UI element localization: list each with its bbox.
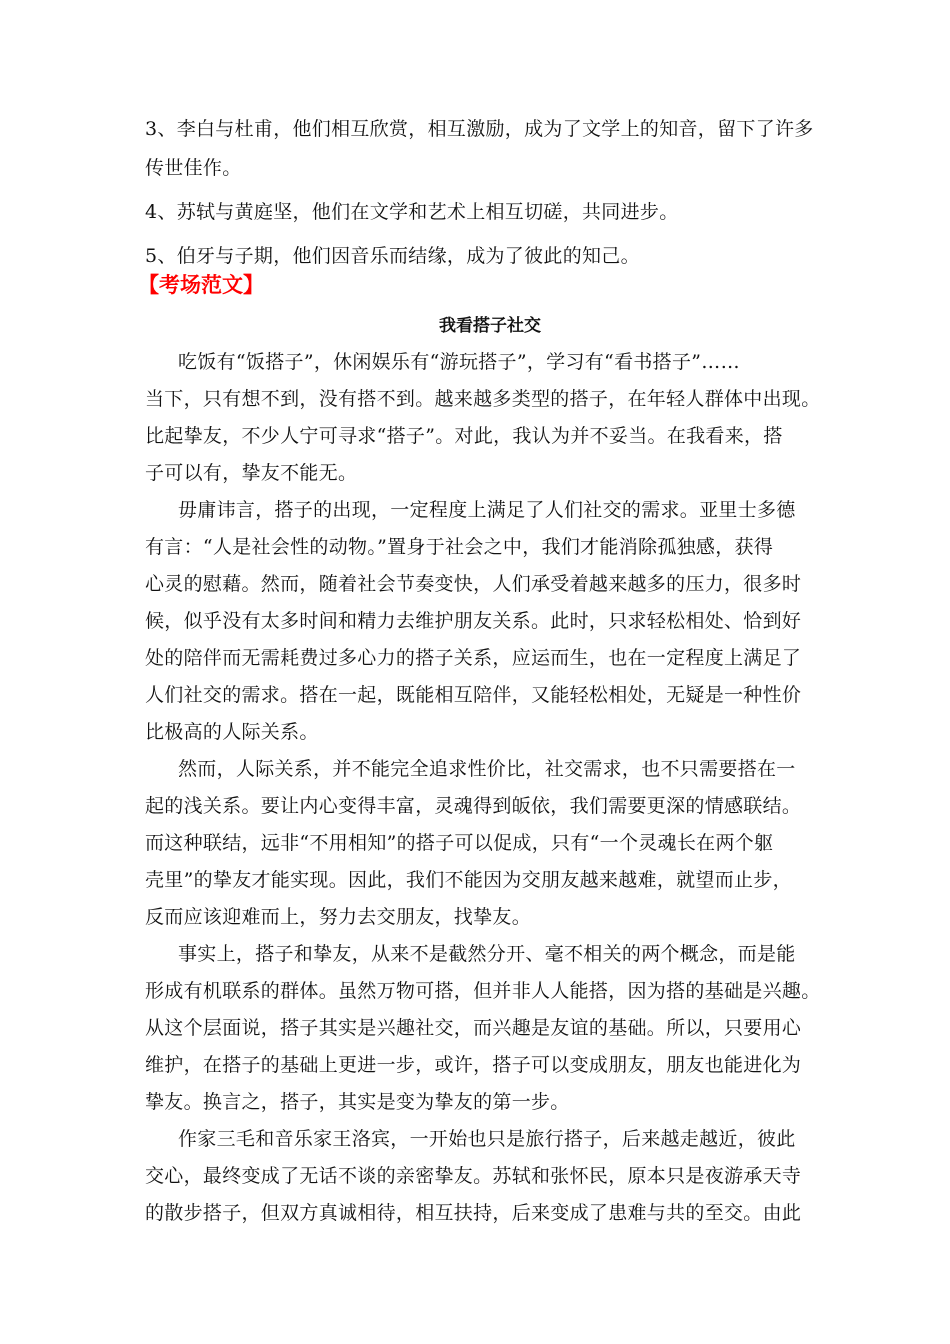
paragraph-2-line: 心灵的慰藉。然而，随着社会节奏变快，人们承受着越来越多的压力，很多时 <box>145 573 802 595</box>
list-item-3-line-2: 传世佳作。 <box>145 157 242 179</box>
paragraph-5-line: 交心，最终变成了无话不谈的亲密挚友。苏轼和张怀民，原本只是夜游承天寺 <box>145 1165 802 1187</box>
section-heading: 【考场范文】 <box>138 273 264 297</box>
paragraph-5-line: 作家三毛和音乐家王洛宾，一开始也只是旅行搭子，后来越走越近，彼此 <box>178 1128 796 1150</box>
paragraph-2-line: 人们社交的需求。搭在一起，既能相互陪伴，又能轻松相处，无疑是一种性价 <box>145 684 802 706</box>
paragraph-3-line: 起的浅关系。要让内心变得丰富，灵魂得到皈依，我们需要更深的情感联结。 <box>145 795 802 817</box>
paragraph-2-line: 候，似乎没有太多时间和精力去维护朋友关系。此时，只求轻松相处、恰到好 <box>145 610 802 632</box>
list-item-5: 5、伯牙与子期，他们因音乐而结缘，成为了彼此的知己。 <box>145 245 640 267</box>
list-item-3-line-1: 3、李白与杜甫，他们相互欣赏，相互激励，成为了文学上的知音，留下了许多 <box>145 118 814 140</box>
essay-title: 我看搭子社交 <box>439 316 541 336</box>
paragraph-1-line: 子可以有，挚友不能无。 <box>145 462 358 484</box>
paragraph-4-line: 形成有机联系的群体。虽然万物可搭，但并非人人能搭，因为搭的基础是兴趣。 <box>145 980 821 1002</box>
paragraph-4-line: 挚友。换言之，搭子，其实是变为挚友的第一步。 <box>145 1091 570 1113</box>
paragraph-4-line: 从这个层面说，搭子其实是兴趣社交，而兴趣是友谊的基础。所以，只要用心 <box>145 1017 802 1039</box>
paragraph-3-line: 壳里”的挚友才能实现。因此，我们不能因为交朋友越来越难，就望而止步， <box>145 869 792 891</box>
paragraph-4-line: 维护，在搭子的基础上更进一步，或许，搭子可以变成朋友，朋友也能进化为 <box>145 1054 802 1076</box>
paragraph-3-line: 然而，人际关系，并不能完全追求性价比，社交需求，也不只需要搭在一 <box>178 758 796 780</box>
paragraph-1-line: 当下，只有想不到，没有搭不到。越来越多类型的搭子，在年轻人群体中出现。 <box>145 388 821 410</box>
paragraph-3-line: 而这种联结，远非“不用相知”的搭子可以促成，只有“一个灵魂长在两个躯 <box>145 832 774 854</box>
paragraph-2-line: 有言：“人是社会性的动物。”置身于社会之中，我们才能消除孤独感，获得 <box>145 536 774 558</box>
paragraph-2-line: 毋庸讳言，搭子的出现，一定程度上满足了人们社交的需求。亚里士多德 <box>178 499 796 521</box>
paragraph-2-line: 比极高的人际关系。 <box>145 721 319 743</box>
paragraph-2-line: 处的陪伴而无需耗费过多心力的搭子关系，应运而生，也在一定程度上满足了 <box>145 647 802 669</box>
paragraph-5-line: 的散步搭子，但双方真诚相待，相互扶持，后来变成了患难与共的至交。由此 <box>145 1202 802 1224</box>
paragraph-3-line: 反而应该迎难而上，努力去交朋友，找挚友。 <box>145 906 532 928</box>
paragraph-1-line: 比起挚友，不少人宁可寻求“搭子”。对此，我认为并不妥当。在我看来，搭 <box>145 425 783 447</box>
paragraph-1-line: 吃饭有“饭搭子”，休闲娱乐有“游玩搭子”，学习有“看书搭子”…… <box>178 351 740 373</box>
list-item-4: 4、苏轼与黄庭坚，他们在文学和艺术上相互切磋，共同进步。 <box>145 201 679 223</box>
paragraph-4-line: 事实上，搭子和挚友，从来不是截然分开、毫不相关的两个概念，而是能 <box>178 943 796 965</box>
